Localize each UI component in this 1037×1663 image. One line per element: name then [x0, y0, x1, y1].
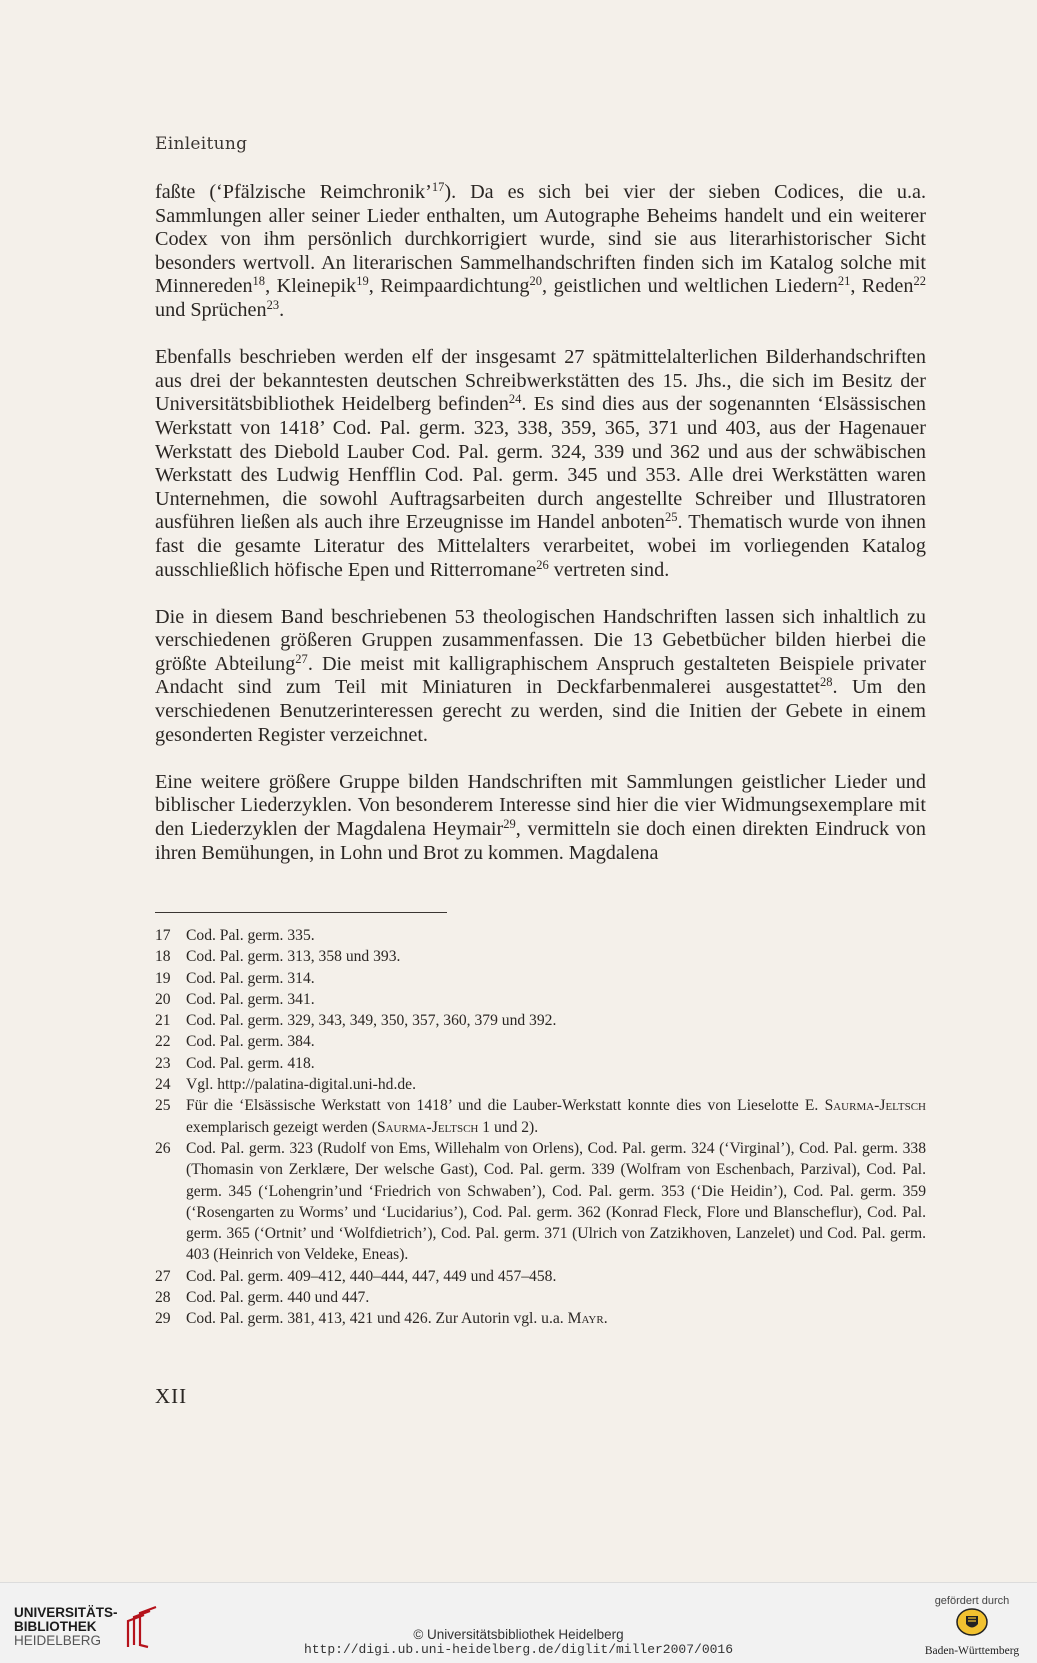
footnote — [155, 1308, 926, 1329]
logo-line-1: UNIVERSITÄTS- — [14, 1605, 118, 1620]
footnote-ref: 26 — [536, 557, 549, 572]
text-run: Cod. Pal. germ. 335. — [186, 927, 315, 944]
footnote-number: 23 — [155, 1054, 171, 1072]
funding-logo[interactable] — [917, 1595, 1027, 1657]
footnote-number: 29 — [155, 1310, 171, 1328]
text-run: 1 und 2). — [478, 1118, 539, 1136]
text-run: Cod. Pal. germ. 313, 358 und 393. — [186, 948, 401, 966]
coat-of-arms-icon — [955, 1607, 989, 1637]
footnote-ref: 17 — [431, 180, 445, 195]
footnote-ref: 22 — [913, 274, 927, 289]
footnote — [155, 1287, 926, 1308]
viewer-footer — [0, 1582, 1037, 1663]
text-run: , geistlichen und weltlichen Liedern — [542, 275, 838, 298]
footnote — [155, 1095, 926, 1138]
copyright-notice — [0, 1627, 1037, 1657]
footnotes — [155, 925, 926, 1330]
text-run: Eine weitere größere Gruppe bilden Handschriften mit Sammlungen geistlicher Lieder und biblischer Liederzyklen. Von besonderem Interesse sind hier die vier Widmungsexemplare mit den Liederzyklen der Magdalena Heymair — [155, 770, 926, 841]
funding-label: gefördert durch — [934, 1595, 1010, 1607]
text-run: , Kleinepik — [265, 275, 357, 298]
footnote-text — [186, 1266, 926, 1287]
footnote-number: 20 — [155, 990, 171, 1008]
footnote-ref: 24 — [508, 392, 522, 407]
footnote-text — [186, 1031, 926, 1052]
footnote-ref: 28 — [819, 675, 833, 690]
text-run: Cod. Pal. germ. 384. — [186, 1033, 315, 1051]
logo-line-2: BIBLIOTHEK — [14, 1619, 97, 1634]
footnote-ref: 25 — [664, 510, 678, 525]
footnote-text — [186, 1308, 926, 1329]
text-run: Cod. Pal. germ. 323 (Rudolf von Ems, Willehalm von Orlens), Cod. Pal. germ. 324 (‘Virginal’), Cod. Pal. germ. 338 (Thomasin von Zerklære, Der welsche Gast), Cod. Pal. germ. 339 (Wolfram von Eschenbach, Parzival), Cod. Pal. germ. 345 (‘Lohengrin’und ‘Friedrich von Schwaben’), Cod. Pal. germ. 353 (‘Die Heidin’), Cod. Pal. germ. 359 (‘Rosengarten zu Worms’ und ‘Lucidarius’), Cod. Pal. germ. 362 (Konrad Fleck, Flore und Blanscheflur), Cod. Pal. germ. 365 (‘Ortnit’ und ‘Wolfdietrich’), Cod. Pal. germ. 371 (Ulrich von Zatzikhoven, Lanzelet) und Cod. Pal. germ. 403 (Heinrich von Veldeke, Eneas). — [186, 1139, 926, 1264]
text-run: , Reimpaardichtung — [368, 275, 530, 298]
footnote-text — [186, 968, 926, 989]
footnote-ref: 29 — [503, 817, 516, 832]
footnote-ref: 20 — [529, 274, 543, 289]
footnote-number: 24 — [155, 1076, 171, 1094]
text-run: Cod. Pal. germ. 381, 413, 421 und 426. Zur Autorin vgl. u.a. — [186, 1310, 568, 1328]
footnote — [155, 1138, 926, 1266]
footnote-number: 22 — [155, 1033, 171, 1051]
paragraph — [155, 181, 926, 323]
text-run: exemplarisch gezeigt werden ( — [186, 1118, 377, 1136]
text-run: Cod. Pal. germ. 329, 343, 349, 350, 357, 360, 379 und 392. — [186, 1012, 557, 1030]
footnote-number: 17 — [155, 927, 171, 944]
text-run: vertreten sind. — [548, 558, 670, 581]
footnote — [155, 989, 926, 1010]
text-run: Cod. Pal. germ. 341. — [186, 990, 315, 1008]
text-run: Cod. Pal. germ. 314. — [186, 969, 315, 987]
text-run: . Um den verschiedenen Benutzerinteressen gerecht zu werden, sind die Initien der Gebete in einem gesonderten Register verzeichnet. — [155, 676, 926, 746]
author-name: Mayr — [567, 1310, 604, 1328]
text-run: ). Da es sich bei vier der sieben Codices, die u.a. Sammlungen aller seiner Lieder enthalten, um Autographe Beheims handelt und ein weiterer Codex von ihm persönlich durchkorrigiert wurde, sind sie aus literarhistorischer Sicht besonders wertvoll. An literarischen Sammelhandschriften finden sich im Katalog solche mit Minnereden — [155, 181, 927, 298]
author-name: Saurma-Jeltsch — [824, 1097, 926, 1115]
text-run: Für die ‘Elsässische Werkstatt von 1418’ und die Lauber-Werkstatt konnte dies von Lieselotte E. — [186, 1097, 825, 1115]
text-run: . Thematisch wurde von ihnen fast die gesamte Literatur des Mittelalters verarbeitet, wobei im vorliegenden Katalog ausschließlich höfische Epen und Ritterromane — [155, 511, 926, 581]
text-run: . Es sind dies aus der sogenannten ‘Elsässischen Werkstatt von 1418’ Cod. Pal. germ. 323, 338, 359, 365, 371 und 403, aus der Hagenauer Werkstatt des Diebold Lauber Cod. Pal. germ. 324, 339 und 362 und aus der schwäbischen Werkstatt des Ludwig Henfflin Cod. Pal. germ. 345 und 353. Alle drei Werkstätten waren Unternehmen, die sowohl Auftragsarbeiten durch angestellte Schreiber und Illustratoren ausführen ließen als auch ihre Erzeugnisse im Handel anboten — [155, 393, 926, 534]
footnote-number: 21 — [155, 1012, 171, 1030]
footnote-number: 26 — [155, 1139, 171, 1157]
footnote-text — [186, 1138, 926, 1266]
copyright-text: © Universitätsbibliothek Heidelberg — [413, 1627, 624, 1642]
text-run: . — [603, 1310, 608, 1328]
footnote-ref: 18 — [252, 274, 266, 289]
text-run: Die in diesem Band beschriebenen 53 theologischen Handschriften lassen sich inhaltlich zu verschiedenen größeren Gruppen zusammenfassen. Die 13 Gebetbücher bilden hierbei die größte Abteilung — [155, 605, 926, 675]
footnote — [155, 1266, 926, 1287]
text-run: Cod. Pal. germ. 418. — [186, 1054, 315, 1072]
footnote-number: 18 — [155, 948, 171, 966]
footnote — [155, 1053, 926, 1074]
text-run: Cod. Pal. germ. 440 und 447. — [186, 1289, 370, 1307]
paragraph — [155, 771, 926, 865]
footnote-ref: 21 — [837, 274, 851, 289]
text-run: Vgl. http://palatina-digital.uni-hd.de. — [186, 1076, 416, 1094]
footnote — [155, 1031, 926, 1052]
footnote — [155, 1074, 926, 1095]
footnote-text — [186, 1010, 926, 1031]
page-number: XII — [155, 1384, 188, 1408]
footnote-text — [186, 946, 926, 967]
text-run: faßte (‘Pfälzische Reimchronik’ — [155, 181, 432, 203]
footnote-separator — [155, 912, 447, 913]
footnote-ref: 23 — [266, 298, 280, 313]
footnote-text — [186, 1287, 926, 1308]
footnote-ref: 27 — [295, 652, 308, 666]
text-run: Cod. Pal. germ. 409–412, 440–444, 447, 449 und 457–458. — [186, 1267, 557, 1285]
logo-line-3: HEIDELBERG — [14, 1633, 102, 1648]
running-header: Einleitung — [155, 134, 248, 154]
text-run: . Die meist mit kalligraphischem Anspruch gestalteten Beispiele privater Andacht sind zum Teil mit Miniaturen in Deckfarbenmalerei ausgestattet — [155, 652, 927, 699]
footnote-text — [186, 989, 926, 1010]
footnote — [155, 946, 926, 967]
footnote-text — [186, 1095, 926, 1138]
author-name: Saurma-Jeltsch — [376, 1118, 479, 1136]
footnote-text — [186, 1053, 926, 1074]
footnote — [155, 1010, 926, 1031]
funding-name: Baden-Württemberg — [924, 1645, 1020, 1657]
main-text — [155, 181, 926, 889]
paragraph — [155, 346, 926, 582]
footnote — [155, 968, 926, 989]
text-run: Ebenfalls beschrieben werden elf der insgesamt 27 spätmittelalterlichen Bilderhandschriften aus drei der bekanntesten deutschen Schreibwerkstätten des 15. Jhs., die sich im Besitz der Universitätsbibliothek Heidelberg befinden — [155, 346, 926, 416]
footnote-number: 28 — [155, 1289, 171, 1307]
permalink[interactable]: http://digi.ub.uni-heidelberg.de/diglit/miller2007/0016 — [303, 1642, 734, 1657]
footnote — [155, 925, 926, 946]
footnote-text — [186, 925, 926, 946]
footnote-ref: 19 — [356, 274, 369, 289]
text-run: und Sprüchen — [155, 298, 267, 321]
text-run: . — [279, 298, 285, 321]
footnote-number: 27 — [155, 1267, 171, 1285]
footnote-number: 19 — [155, 969, 171, 987]
paragraph — [155, 606, 926, 748]
footnote-text — [186, 1074, 926, 1095]
text-run: , Reden — [850, 275, 914, 298]
text-run: , vermitteln sie doch einen direkten Eindruck von ihren Bemühungen, in Lohn und Brot zu kommen. Magdalena — [155, 818, 926, 864]
footnote-number: 25 — [155, 1097, 171, 1115]
